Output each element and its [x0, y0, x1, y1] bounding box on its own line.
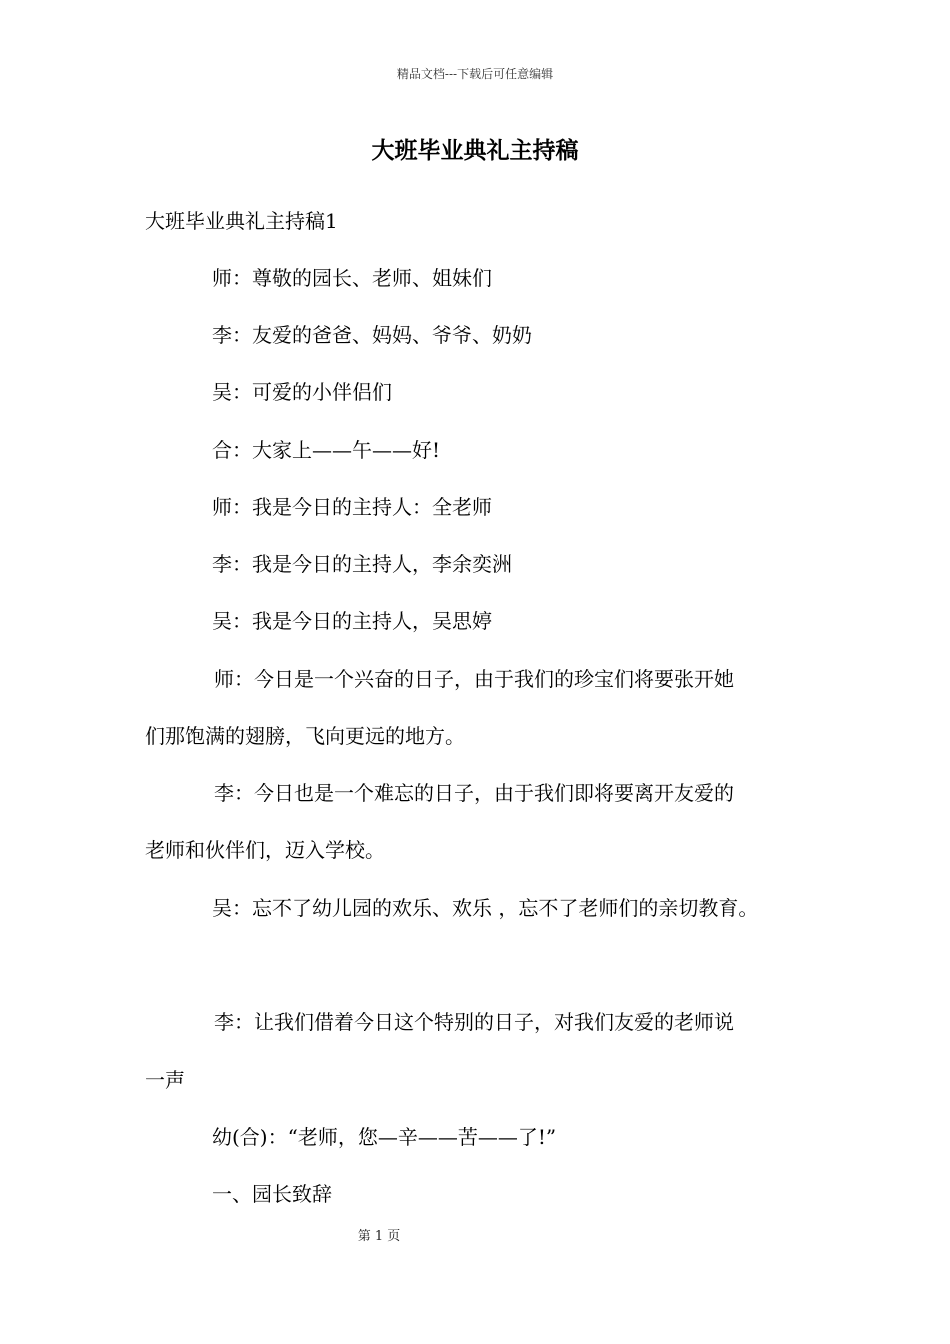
page-header: 精品文档---下载后可任意编辑 — [396, 67, 554, 81]
script-line: 李：友爱的爸爸、妈妈、爷爷、奶奶 — [212, 323, 532, 347]
document-title: 大班毕业典礼主持稿 — [371, 137, 579, 164]
script-line: 李：我是今日的主持人，李余奕洲 — [212, 552, 512, 576]
script-line: 李：让我们借着今日这个特别的日子，对我们友爱的老师说 — [214, 1010, 734, 1034]
script-line: 李：今日也是一个难忘的日子，由于我们即将要离开友爱的 — [214, 781, 734, 805]
section-heading: 大班毕业典礼主持稿1 — [145, 209, 338, 233]
script-line-continuation: 一声 — [145, 1068, 185, 1092]
script-line: 吴：可爱的小伴侣们 — [212, 380, 392, 404]
agenda-item: 一、园长致辞 — [212, 1182, 332, 1206]
script-line: 师：尊敬的园长、老师、姐妹们 — [212, 266, 492, 290]
script-line: 师：我是今日的主持人：全老师 — [212, 495, 492, 519]
script-line: 幼(合)：“老师，您—辛——苦——了!” — [212, 1125, 557, 1149]
script-line: 合：大家上——午——好! — [212, 438, 441, 462]
script-line: 吴：忘不了幼儿园的欢乐、欢乐 ，忘不了老师们的亲切教育。 — [212, 896, 759, 920]
script-line: 吴：我是今日的主持人，吴思婷 — [212, 609, 492, 633]
script-line-continuation: 们那饱满的翅膀，飞向更远的地方。 — [145, 724, 465, 748]
script-line-continuation: 老师和伙伴们，迈入学校。 — [145, 838, 385, 862]
script-line: 师：今日是一个兴奋的日子，由于我们的珍宝们将要张开她 — [214, 667, 734, 691]
page-number: 第 1 页 — [357, 1229, 401, 1244]
